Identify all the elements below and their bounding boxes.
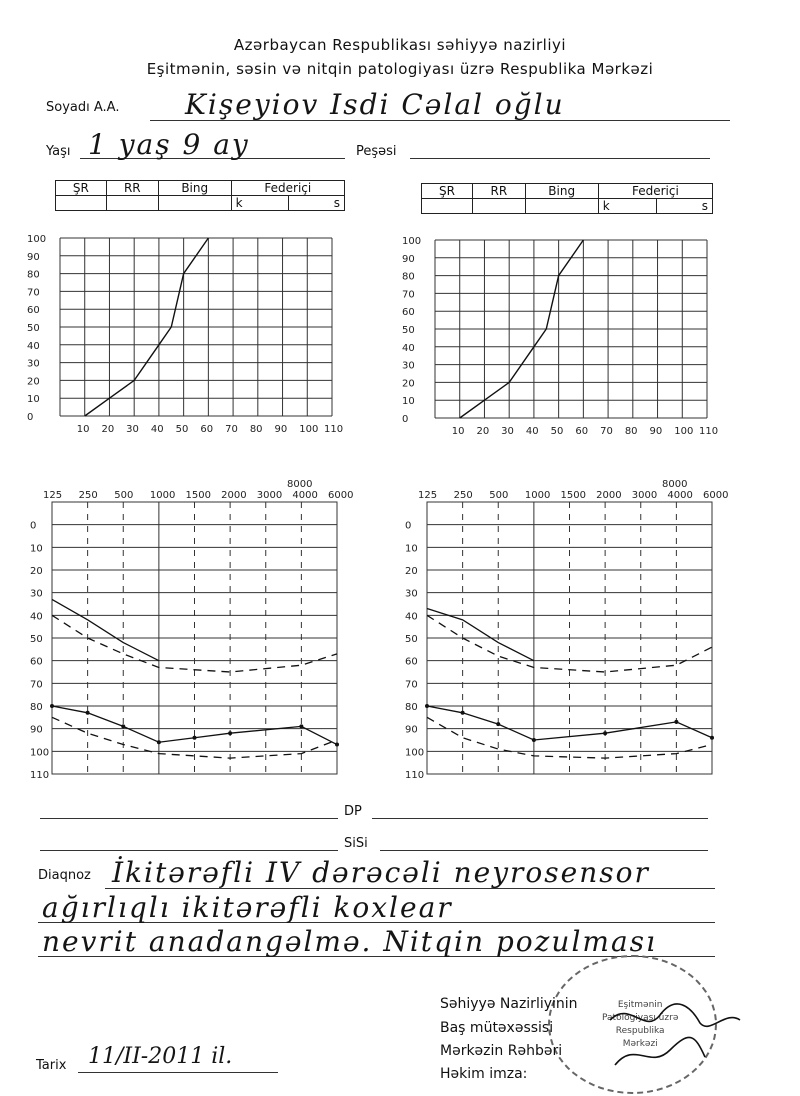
stamp-text-2: Patologiyası üzrə [602,1013,679,1023]
sisi-label: SiSi [344,836,368,851]
y-tick-label: 90 [402,253,415,265]
db-label: 30 [405,588,418,600]
tonal-audiogram-left [30,479,354,784]
test-federici-s: s [289,196,345,211]
y-tick-label: 50 [402,325,415,336]
date-value: 11/II-2011 il. [88,1044,233,1069]
db-label: 20 [405,566,418,577]
db-label: 100 [405,747,425,759]
freq-label: 4000 [292,490,318,501]
freq-label: 500 [489,490,509,501]
test-federici: Federiçi [598,184,712,199]
x-tick-label: 60 [575,426,589,437]
x-tick-label: 110 [324,424,344,435]
stamp-text-3: Respublika [615,1026,665,1036]
y-tick-label: 30 [27,358,40,370]
y-tick-label: 20 [27,376,40,388]
data-point [157,740,161,744]
freq-extra-label: 8000 [662,479,688,490]
test-federici-s: s [657,199,713,214]
data-point [532,738,536,742]
y-tick-label: 80 [27,269,40,281]
stamp-text-1: Eşitmənin [617,1000,663,1010]
freq-label: 3000 [256,490,283,501]
test-federici: Federiçi [231,181,344,196]
x-tick-label: 50 [550,426,564,437]
freq-label: 1000 [149,490,176,501]
test-federici-k: k [598,199,656,214]
db-label: 30 [30,588,43,600]
y-tick-label: 80 [402,271,415,283]
date-label: Tarix [36,1058,67,1073]
y-tick-label: 0 [27,412,34,423]
freq-label: 250 [78,490,98,501]
db-label: 0 [30,520,37,532]
db-label: 60 [405,656,418,668]
age-value: 1 yaş 9 ay [88,128,250,161]
x-tick-label: 30 [501,426,514,437]
test-bing: Bing [158,181,231,196]
age-label: Yaşı [46,144,71,159]
freq-label: 6000 [328,490,354,501]
freq-label: 1500 [185,490,211,501]
x-tick-label: 100 [674,426,694,437]
data-point [674,720,678,724]
x-tick-label: 80 [624,426,638,437]
tests-table-left [55,180,345,211]
document-title-line-1: Azərbaycan Respublikası səhiyyə nazirliyi [233,36,567,54]
data-point [193,736,197,740]
data-point [86,711,90,715]
freq-label: 3000 [631,490,658,501]
test-sr: ŞR [422,184,473,199]
cell [106,196,158,211]
data-point [496,722,500,726]
test-federici-k: k [231,196,289,211]
db-label: 50 [405,634,418,645]
db-label: 10 [405,543,418,555]
x-tick-label: 100 [299,424,319,435]
cell [525,199,598,214]
x-tick-label: 10 [76,424,90,435]
freq-label: 125 [418,490,438,501]
y-tick-label: 100 [27,234,47,245]
diagnoz-text-2: ağırlıqlı ikitərəfli koxlear [42,891,453,924]
x-tick-label: 40 [150,424,164,435]
freq-label: 250 [453,490,473,501]
document-title-line-2: Eşitmənin, səsin və nitqin patologiyası üzrə Respublika Mərkəzi [146,60,654,78]
sisi-line-right [380,850,708,851]
x-tick-label: 20 [101,424,115,435]
y-tick-label: 40 [402,342,415,354]
x-tick-label: 110 [699,426,719,437]
data-point [228,731,232,735]
tests-table-right [421,183,713,214]
test-bing: Bing [525,184,598,199]
y-tick-label: 90 [27,251,40,263]
diagnoz-text-3: nevrit anadangəlmə. Nitqin pozulması [42,925,657,958]
air-conduction-upper [427,609,534,661]
y-tick-label: 50 [27,323,40,334]
db-label: 60 [30,656,43,668]
signature-line-2: Baş mütəxəssisi [440,1020,554,1036]
y-tick-label: 70 [27,287,40,299]
x-tick-label: 20 [476,426,490,437]
data-point [603,731,607,735]
db-label: 40 [30,611,43,623]
signature-line-4: Həkim imza: [440,1066,528,1082]
freq-extra-label: 8000 [287,479,313,490]
profession-label: Peşəsi [356,144,397,159]
test-rr: RR [106,181,158,196]
db-label: 80 [30,702,43,713]
speech-audiogram-right [400,230,730,445]
tonal-audiogram-right [405,479,729,784]
y-tick-label: 60 [402,307,415,319]
db-label: 70 [405,679,418,691]
data-point [335,743,339,747]
signature-line-3: Mərkəzin Rəhbəri [440,1043,563,1059]
x-tick-label: 80 [249,424,263,435]
dp-line-left [40,818,338,819]
x-tick-label: 90 [274,424,288,435]
x-tick-label: 10 [451,426,465,437]
y-tick-label: 10 [27,394,40,406]
db-label: 40 [405,611,418,623]
dp-line-right [372,818,708,819]
db-label: 20 [30,566,43,577]
signature-line-1: Səhiyyə Nazirliyinin [440,996,578,1012]
db-label: 110 [30,770,50,781]
data-point [299,724,303,728]
data-point [710,736,714,740]
db-label: 90 [405,724,418,736]
stamp-text-4: Mərkəzi [622,1039,658,1049]
y-tick-label: 100 [402,236,422,247]
db-label: 70 [30,679,43,691]
freq-label: 4000 [667,490,693,501]
air-conduction-upper [52,599,159,660]
cell [56,196,107,211]
freq-label: 500 [114,490,134,501]
handwritten-signature [600,995,750,1085]
diagnoz-label: Diaqnoz [38,868,91,883]
test-rr: RR [473,184,526,199]
test-sr: ŞR [56,181,107,196]
profession-underline [410,158,710,159]
x-tick-label: 60 [200,424,214,435]
data-point [461,711,465,715]
freq-label: 6000 [703,490,729,501]
y-tick-label: 0 [402,414,409,425]
db-label: 100 [30,747,50,759]
y-tick-label: 60 [27,305,40,317]
freq-label: 2000 [221,490,247,501]
db-label: 0 [405,520,412,532]
y-tick-label: 30 [402,360,415,372]
db-label: 50 [30,634,43,645]
sisi-line-left [40,850,338,851]
data-point [425,704,429,708]
freq-label: 1000 [524,490,551,501]
x-tick-label: 70 [600,426,613,437]
x-tick-label: 40 [525,426,539,437]
x-tick-label: 90 [649,426,663,437]
freq-label: 2000 [596,490,622,501]
cell [473,199,526,214]
x-tick-label: 70 [225,424,238,435]
y-tick-label: 10 [402,396,415,408]
x-tick-label: 30 [126,424,139,435]
freq-label: 125 [43,490,63,501]
dp-label: DP [344,804,362,819]
y-tick-label: 20 [402,378,415,390]
cell [422,199,473,214]
date-underline [78,1072,278,1073]
name-value: Kişeyiov Isdi Cəlal oğlu [185,88,565,121]
db-label: 80 [405,702,418,713]
db-label: 90 [30,724,43,736]
diagnoz-text-1: İkitərəfli IV dərəcəli neyrosensor [112,856,650,889]
db-label: 10 [30,543,43,555]
db-label: 110 [405,770,425,781]
data-point [50,704,54,708]
data-point [121,724,125,728]
cell [158,196,231,211]
freq-label: 1500 [560,490,586,501]
y-tick-label: 40 [27,340,40,352]
speech-audiogram-left [25,228,355,443]
name-label: Soyadı A.A. [46,100,120,115]
y-tick-label: 70 [402,289,415,301]
x-tick-label: 50 [175,424,189,435]
